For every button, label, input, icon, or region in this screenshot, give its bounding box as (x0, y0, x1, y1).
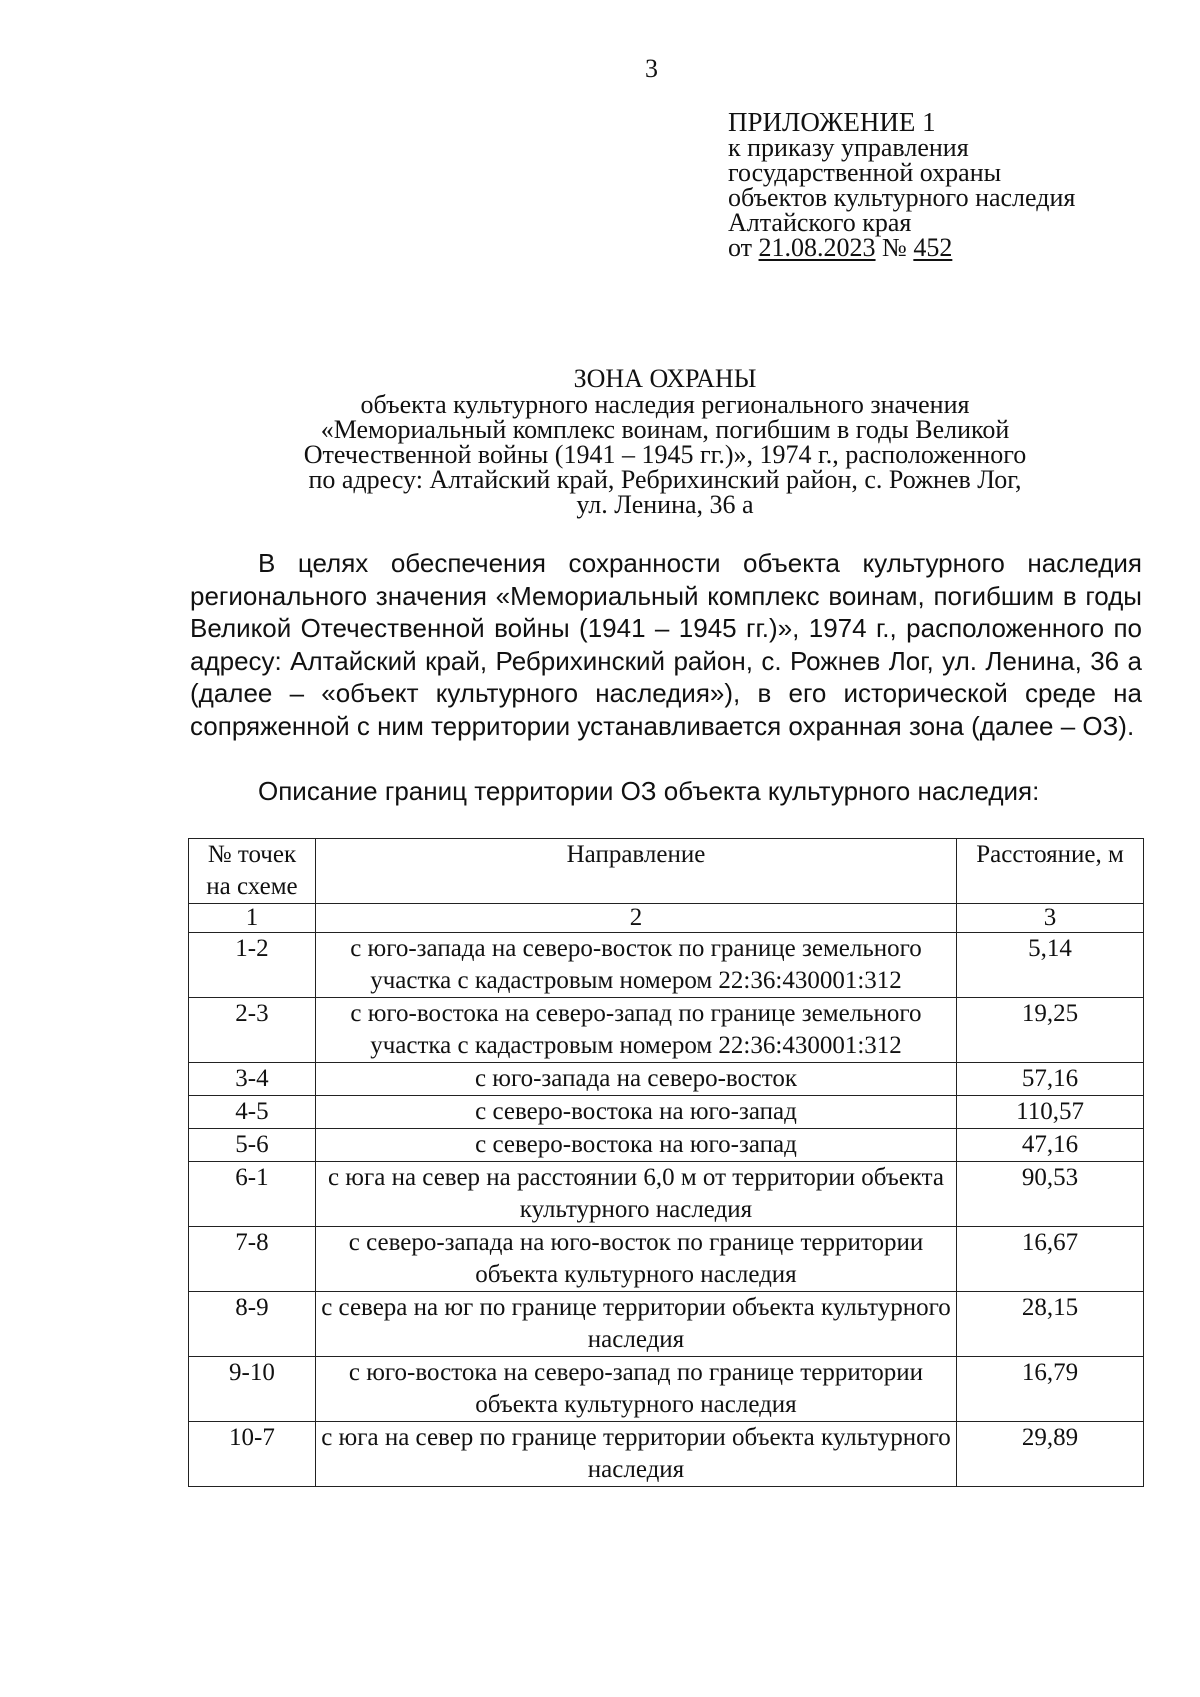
distance-cell: 16,79 (957, 1357, 1144, 1422)
direction-cell: с юга на север на расстоянии 6,0 м от территории объекта культурного наследия (315, 1162, 956, 1227)
distance-cell: 47,16 (957, 1129, 1144, 1162)
column-number-row (189, 904, 1144, 933)
description-heading: Описание границ территории ОЗ объекта культурного наследия: (258, 776, 1040, 806)
appendix-line: Алтайского края (728, 208, 912, 237)
table-row (189, 1422, 1144, 1487)
table-row (189, 1357, 1144, 1422)
distance-cell: 90,53 (957, 1162, 1144, 1227)
table-row (189, 1063, 1144, 1096)
appendix-line: к приказу управления (728, 133, 969, 162)
distance-cell: 19,25 (957, 998, 1144, 1063)
direction-cell: с юга на север по границе территории объекта культурного наследия (315, 1422, 956, 1487)
table-row (189, 1129, 1144, 1162)
title-line: объекта культурного наследия регионального значения (360, 390, 970, 419)
table-row (189, 1096, 1144, 1129)
points-cell: 7-8 (189, 1227, 316, 1292)
date-prefix: от (728, 233, 753, 262)
direction-cell: с юго-востока на северо-запад по границе территории объекта культурного наследия (315, 1357, 956, 1422)
title-line: ул. Ленина, 36 а (576, 490, 754, 519)
distance-cell: 5,14 (957, 933, 1144, 998)
direction-cell: с юго-востока на северо-запад по границе земельного участка с кадастровым номером 22:36:430001:312 (315, 998, 956, 1063)
table-row (189, 933, 1144, 998)
header-direction: Направление (315, 839, 956, 904)
distance-cell: 29,89 (957, 1422, 1144, 1487)
table-row (189, 1162, 1144, 1227)
points-cell: 5-6 (189, 1129, 316, 1162)
number-sign: № (882, 233, 907, 262)
intro-text: В целях обеспечения сохранности объекта культурного наследия регионального значения «Мемориальный комплекс воинам, погибшим в годы Великой Отечественной войны (1941 – 1945 гг.)», 1974 г., расположенного по адресу: Алтайский край, Ребрихинский район, с. Рожнев Лог, ул. Ленина, 36 а (далее – «объект культурного наследия»), в его исторической среде на сопряженной с ним территории устанавливается охранная зона (далее – ОЗ). (190, 548, 1142, 741)
document-title: ЗОНА ОХРАНЫ (573, 364, 757, 393)
table-row (189, 998, 1144, 1063)
points-cell: 8-9 (189, 1292, 316, 1357)
appendix-date-line (728, 235, 1168, 260)
points-cell: 6-1 (189, 1162, 316, 1227)
appendix-line: государственной охраны (728, 158, 1002, 187)
appendix-line: объектов культурного наследия (728, 183, 1076, 212)
points-cell: 10-7 (189, 1422, 316, 1487)
appendix-heading: ПРИЛОЖЕНИЕ 1 (728, 107, 936, 137)
table-row (189, 1292, 1144, 1357)
direction-cell: с севера на юг по границе территории объекта культурного наследия (315, 1292, 956, 1357)
distance-cell: 57,16 (957, 1063, 1144, 1096)
column-number: 3 (957, 904, 1144, 933)
direction-cell: с юго-запада на северо-восток по границе земельного участка с кадастровым номером 22:36:430001:312 (315, 933, 956, 998)
direction-cell: с северо-востока на юго-запад (315, 1129, 956, 1162)
points-cell: 4-5 (189, 1096, 316, 1129)
table-row (189, 1227, 1144, 1292)
appendix-block (728, 107, 1168, 262)
title-line: «Мемориальный комплекс воинам, погибшим в годы Великой (320, 415, 1010, 444)
title-block (190, 366, 1140, 517)
column-number: 2 (315, 904, 956, 933)
direction-cell: с северо-востока на юго-запад (315, 1096, 956, 1129)
header-distance: Расстояние, м (957, 839, 1144, 904)
points-cell: 2-3 (189, 998, 316, 1063)
points-cell: 9-10 (189, 1357, 316, 1422)
order-number: 452 (913, 233, 953, 262)
distance-cell: 28,15 (957, 1292, 1144, 1357)
distance-cell: 16,67 (957, 1227, 1144, 1292)
column-number: 1 (189, 904, 316, 933)
header-points: № точек на схеме (189, 839, 316, 904)
distance-cell: 110,57 (957, 1096, 1144, 1129)
direction-cell: с северо-запада на юго-восток по границе территории объекта культурного наследия (315, 1227, 956, 1292)
points-cell: 3-4 (189, 1063, 316, 1096)
table-header-row (189, 839, 1144, 904)
points-cell: 1-2 (189, 933, 316, 998)
page-number: 3 (645, 54, 658, 83)
intro-paragraph (190, 547, 1142, 742)
title-line: по адресу: Алтайский край, Ребрихинский район, с. Рожнев Лог, (308, 465, 1022, 494)
boundary-table (188, 838, 1144, 1487)
title-line: Отечественной войны (1941 – 1945 гг.)», 1974 г., расположенного (303, 440, 1027, 469)
direction-cell: с юго-запада на северо-восток (315, 1063, 956, 1096)
order-date: 21.08.2023 (758, 233, 876, 262)
